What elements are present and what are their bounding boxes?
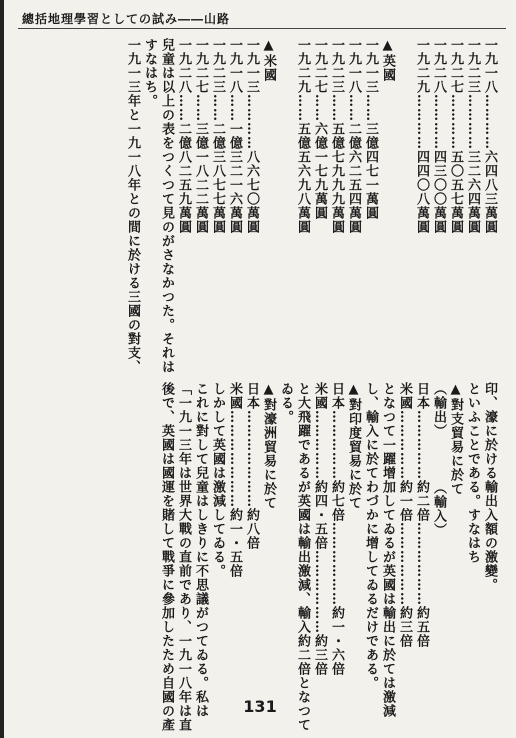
text-line: 日本……………約七倍………………約一・六倍: [329, 382, 344, 676]
text-line: 一九二三……二億三八七七萬圓: [210, 38, 225, 234]
text-line: といふことである。すなはち: [465, 382, 480, 564]
page-number: 131: [243, 697, 277, 716]
text-line: ▲對濠洲貿易に於て: [261, 382, 276, 510]
text-line: しかして英國は激減してゐる。: [210, 382, 225, 578]
header-rule: [18, 28, 506, 29]
text-line: 日本……………約二倍………………約五倍: [414, 382, 429, 648]
text-line: 兒童は以上の表をつくつて見のがさなかつた。それは: [159, 38, 174, 374]
text-line: 日本…………………約八倍: [244, 382, 259, 550]
text-line: [396, 38, 413, 368]
text-line: 一九一八……一億三二一六萬圓: [227, 38, 242, 234]
text-line: 米國…………………約一・五倍: [227, 382, 242, 578]
text-line: ▲英國: [380, 38, 395, 82]
text-line: 米國……………約一倍………………約三倍: [397, 382, 412, 648]
running-header: 總括地理學習としての試み――山路: [22, 12, 231, 26]
text-line: 一九二七…………五〇五七萬圓: [448, 38, 463, 234]
text-line: [277, 38, 294, 368]
text-line: 一九二九……五億五六九八萬圓: [295, 38, 310, 234]
text-line: 一九一三…………八六七〇萬圓: [244, 38, 259, 234]
text-line: （輸出） （輸入）: [431, 382, 446, 537]
text-line: 一九二七……三億一八二二萬圓: [193, 38, 208, 234]
text-line: 一九二八…………四三〇〇萬圓: [431, 38, 446, 234]
text-line: し、輸入に於てわづかに增してゐるだけである。: [363, 382, 378, 690]
text-line: 米國……………約四・五倍………………約三倍: [312, 382, 327, 676]
text-line: 一九一三……三億四七一萬圓: [363, 38, 378, 220]
text-line: ▲米國: [261, 38, 276, 82]
text-line: ▲對印度貿易に於て: [346, 382, 361, 510]
text-line: となつて一躍增加してゐるが英國は輸出に於ては激減: [380, 382, 395, 718]
text-line: ▲對支貿易に於て: [448, 382, 463, 496]
text-line: 一九二三…………三二六四萬圓: [465, 38, 480, 234]
text-line: 一九二三……五億七九九九萬圓: [329, 38, 344, 234]
text-line: すなはち。: [142, 38, 157, 108]
text-line: 一九二七……六億一七九萬圓: [312, 38, 327, 220]
text-line: 一九一八…………六四八三萬圓: [482, 38, 497, 234]
text-line: ゐる。: [278, 382, 293, 424]
upper-text-block: [124, 38, 498, 374]
text-line: 一九一八……二億六二五四萬圓: [346, 38, 361, 234]
text-line: 一九二九…………四四〇八萬圓: [414, 38, 429, 234]
text-line: 一九一三年と一九一八年との間に於ける三國の對支、: [125, 38, 140, 374]
text-line: 「一九一三年は世界大戰の直前であり、一九一八年は直: [176, 382, 191, 732]
text-line: 印、濠に於ける輸出入額の激變。: [482, 382, 497, 592]
text-line: 一九二八……二億八二五九萬圓: [176, 38, 191, 234]
text-line: と大飛躍であるが英國は輸出激減、輸入約二倍となつて: [295, 382, 310, 732]
text-line: これに對して兒童はしきりに不思議がつてゐる。私は: [193, 382, 208, 718]
text-line: 後で、英國は國運を賭して戰爭に參加したため自國の產: [159, 382, 174, 732]
